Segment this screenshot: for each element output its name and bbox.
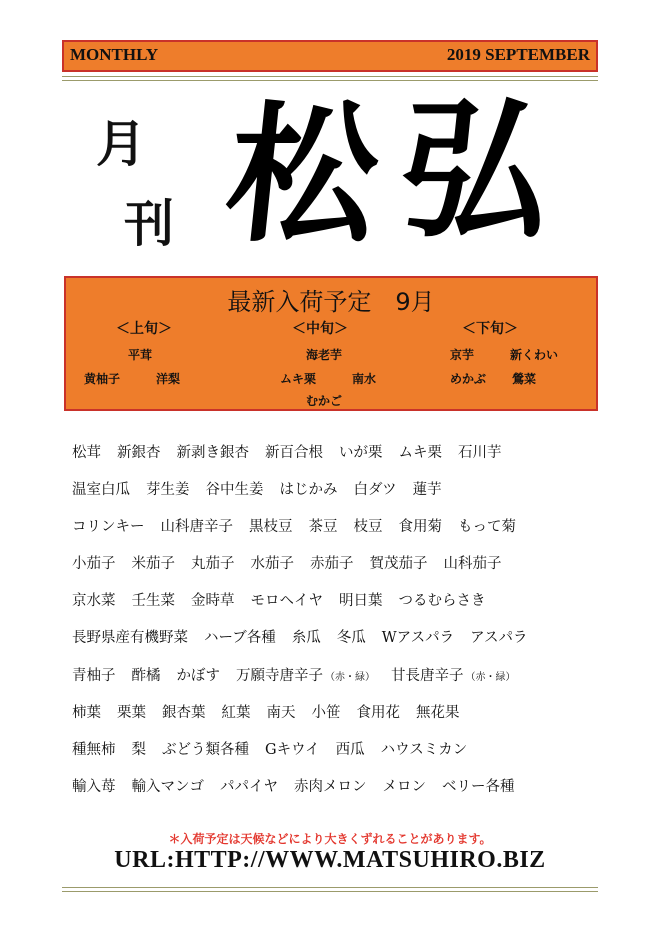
product-item: 栗葉 — [117, 705, 146, 721]
product-item: かぼす — [176, 668, 220, 684]
product-item: 南天 — [266, 705, 296, 721]
product-item: 松茸 — [72, 445, 101, 461]
divider-top — [62, 76, 598, 81]
product-item: コリンキー — [72, 519, 145, 535]
product-item: 酢橘 — [131, 668, 161, 684]
product-item: 小笹 — [311, 705, 341, 721]
product-item: 輸入苺 — [72, 779, 116, 795]
product-item: 西瓜 — [335, 742, 365, 758]
product-item: はじかみ — [279, 482, 338, 498]
arrivals-late-header: ＜下旬＞ — [462, 321, 518, 337]
product-row — [72, 775, 531, 796]
title-month-char: 月 — [96, 114, 146, 173]
product-item: 芽生姜 — [146, 482, 190, 498]
product-row — [72, 441, 518, 462]
product-item: 梨 — [131, 742, 146, 758]
arrivals-mid-header: ＜中旬＞ — [292, 321, 348, 337]
product-item: 谷中生姜 — [205, 482, 264, 498]
product-item: 丸茄子 — [191, 556, 235, 572]
arrivals-item: 京芋 — [450, 348, 475, 362]
title-issue-char: 刊 — [124, 194, 174, 253]
arrivals-item: ムキ栗 — [280, 372, 317, 386]
product-item: 種無柿 — [72, 742, 116, 758]
website-url[interactable]: URL:HTTP://WWW.MATSUHIRO.BIZ — [114, 847, 546, 873]
product-item: 金時草 — [191, 593, 235, 609]
product-item: 枝豆 — [353, 519, 383, 535]
product-item: もって菊 — [458, 519, 516, 535]
product-row — [72, 515, 532, 536]
color-note: （赤・緑） — [325, 672, 375, 683]
product-item: 赤肉メロン — [294, 779, 367, 795]
product-item: 山科唐辛子 — [160, 519, 233, 535]
product-item: 蓮芋 — [412, 482, 442, 498]
product-item: ベリー各種 — [442, 779, 515, 795]
product-item: アスパラ — [470, 630, 528, 646]
product-item: 新銀杏 — [117, 445, 161, 461]
product-item: 食用花 — [356, 705, 400, 721]
header-banner — [62, 40, 598, 72]
arrivals-item: 南水 — [352, 372, 377, 386]
arrivals-item: 黄柚子 — [84, 372, 121, 386]
product-item: 無花果 — [416, 705, 460, 721]
monthly-label: MONTHLY — [70, 45, 159, 64]
title-name-char-1: 松 — [218, 87, 388, 263]
product-row — [72, 738, 483, 759]
arrivals-item: めかぶ — [450, 372, 487, 386]
product-item: Gキウイ — [265, 742, 320, 758]
product-item: 冬瓜 — [336, 630, 366, 646]
product-item: 白ダツ — [353, 482, 397, 498]
product-item: 明日葉 — [339, 593, 383, 609]
product-item: いが栗 — [339, 445, 383, 461]
arrivals-item: 海老芋 — [306, 348, 343, 362]
product-item: 輸入マンゴ — [131, 779, 204, 795]
product-item: 新百合根 — [265, 445, 323, 461]
product-item: 賀茂茄子 — [369, 556, 428, 572]
product-item: 甘長唐辛子 — [391, 668, 464, 684]
product-item: 米茄子 — [131, 556, 175, 572]
product-item: モロヘイヤ — [250, 593, 323, 609]
product-item: 万願寺唐辛子 — [236, 668, 323, 684]
product-row — [72, 589, 502, 610]
product-item: 山科茄子 — [443, 556, 502, 572]
product-item: 長野県産有機野菜 — [72, 630, 188, 646]
product-item: 糸瓜 — [291, 630, 321, 646]
product-item: 京水菜 — [72, 593, 116, 609]
arrivals-title: 最新入荷予定 9月 — [227, 288, 435, 316]
product-item: 温室白瓜 — [72, 482, 130, 498]
arrivals-box — [64, 276, 598, 411]
product-item: 壬生菜 — [131, 593, 175, 609]
product-item: 黒枝豆 — [249, 519, 293, 535]
arrival-disclaimer: ＊入荷予定は天候などにより大きくずれることがあります。 — [168, 832, 492, 846]
product-item: 銀杏葉 — [162, 705, 206, 721]
product-row — [72, 626, 544, 647]
product-row — [72, 664, 532, 685]
product-item: 柿葉 — [72, 705, 101, 721]
product-item: 茶豆 — [308, 519, 338, 535]
product-item: ハウスミカン — [380, 742, 468, 758]
product-row — [72, 701, 476, 722]
arrivals-item: 新くわい — [510, 348, 559, 362]
product-item: ハーブ各種 — [204, 630, 276, 646]
product-item: Wアスパラ — [381, 630, 455, 646]
product-item: 新剥き銀杏 — [176, 445, 249, 461]
issue-date: 2019 SEPTEMBER — [446, 45, 590, 64]
product-item: つるむらさき — [398, 593, 486, 609]
product-item: ぶどう類各種 — [162, 742, 249, 758]
product-row — [72, 552, 518, 573]
color-note: （赤・緑） — [465, 672, 516, 683]
product-item: 食用菊 — [398, 519, 442, 535]
product-item: メロン — [382, 779, 426, 795]
arrivals-early-header: ＜上旬＞ — [116, 321, 172, 337]
product-item: 小茄子 — [72, 556, 116, 572]
product-item: 赤茄子 — [310, 556, 354, 572]
product-item: ムキ栗 — [398, 445, 442, 461]
arrivals-item: 洋梨 — [156, 372, 181, 386]
arrivals-item: 平茸 — [128, 348, 153, 362]
product-row — [72, 478, 458, 499]
product-item: 青柚子 — [72, 668, 116, 684]
divider-bottom — [62, 887, 598, 892]
product-item: パパイヤ — [220, 779, 278, 795]
product-item: 紅葉 — [221, 705, 251, 721]
arrivals-item: 鶯菜 — [512, 372, 537, 386]
title-name-char-2: 弘 — [390, 83, 560, 259]
product-item: 石川芋 — [458, 445, 502, 461]
product-item: 水茄子 — [250, 556, 294, 572]
arrivals-item: むかご — [306, 394, 343, 408]
